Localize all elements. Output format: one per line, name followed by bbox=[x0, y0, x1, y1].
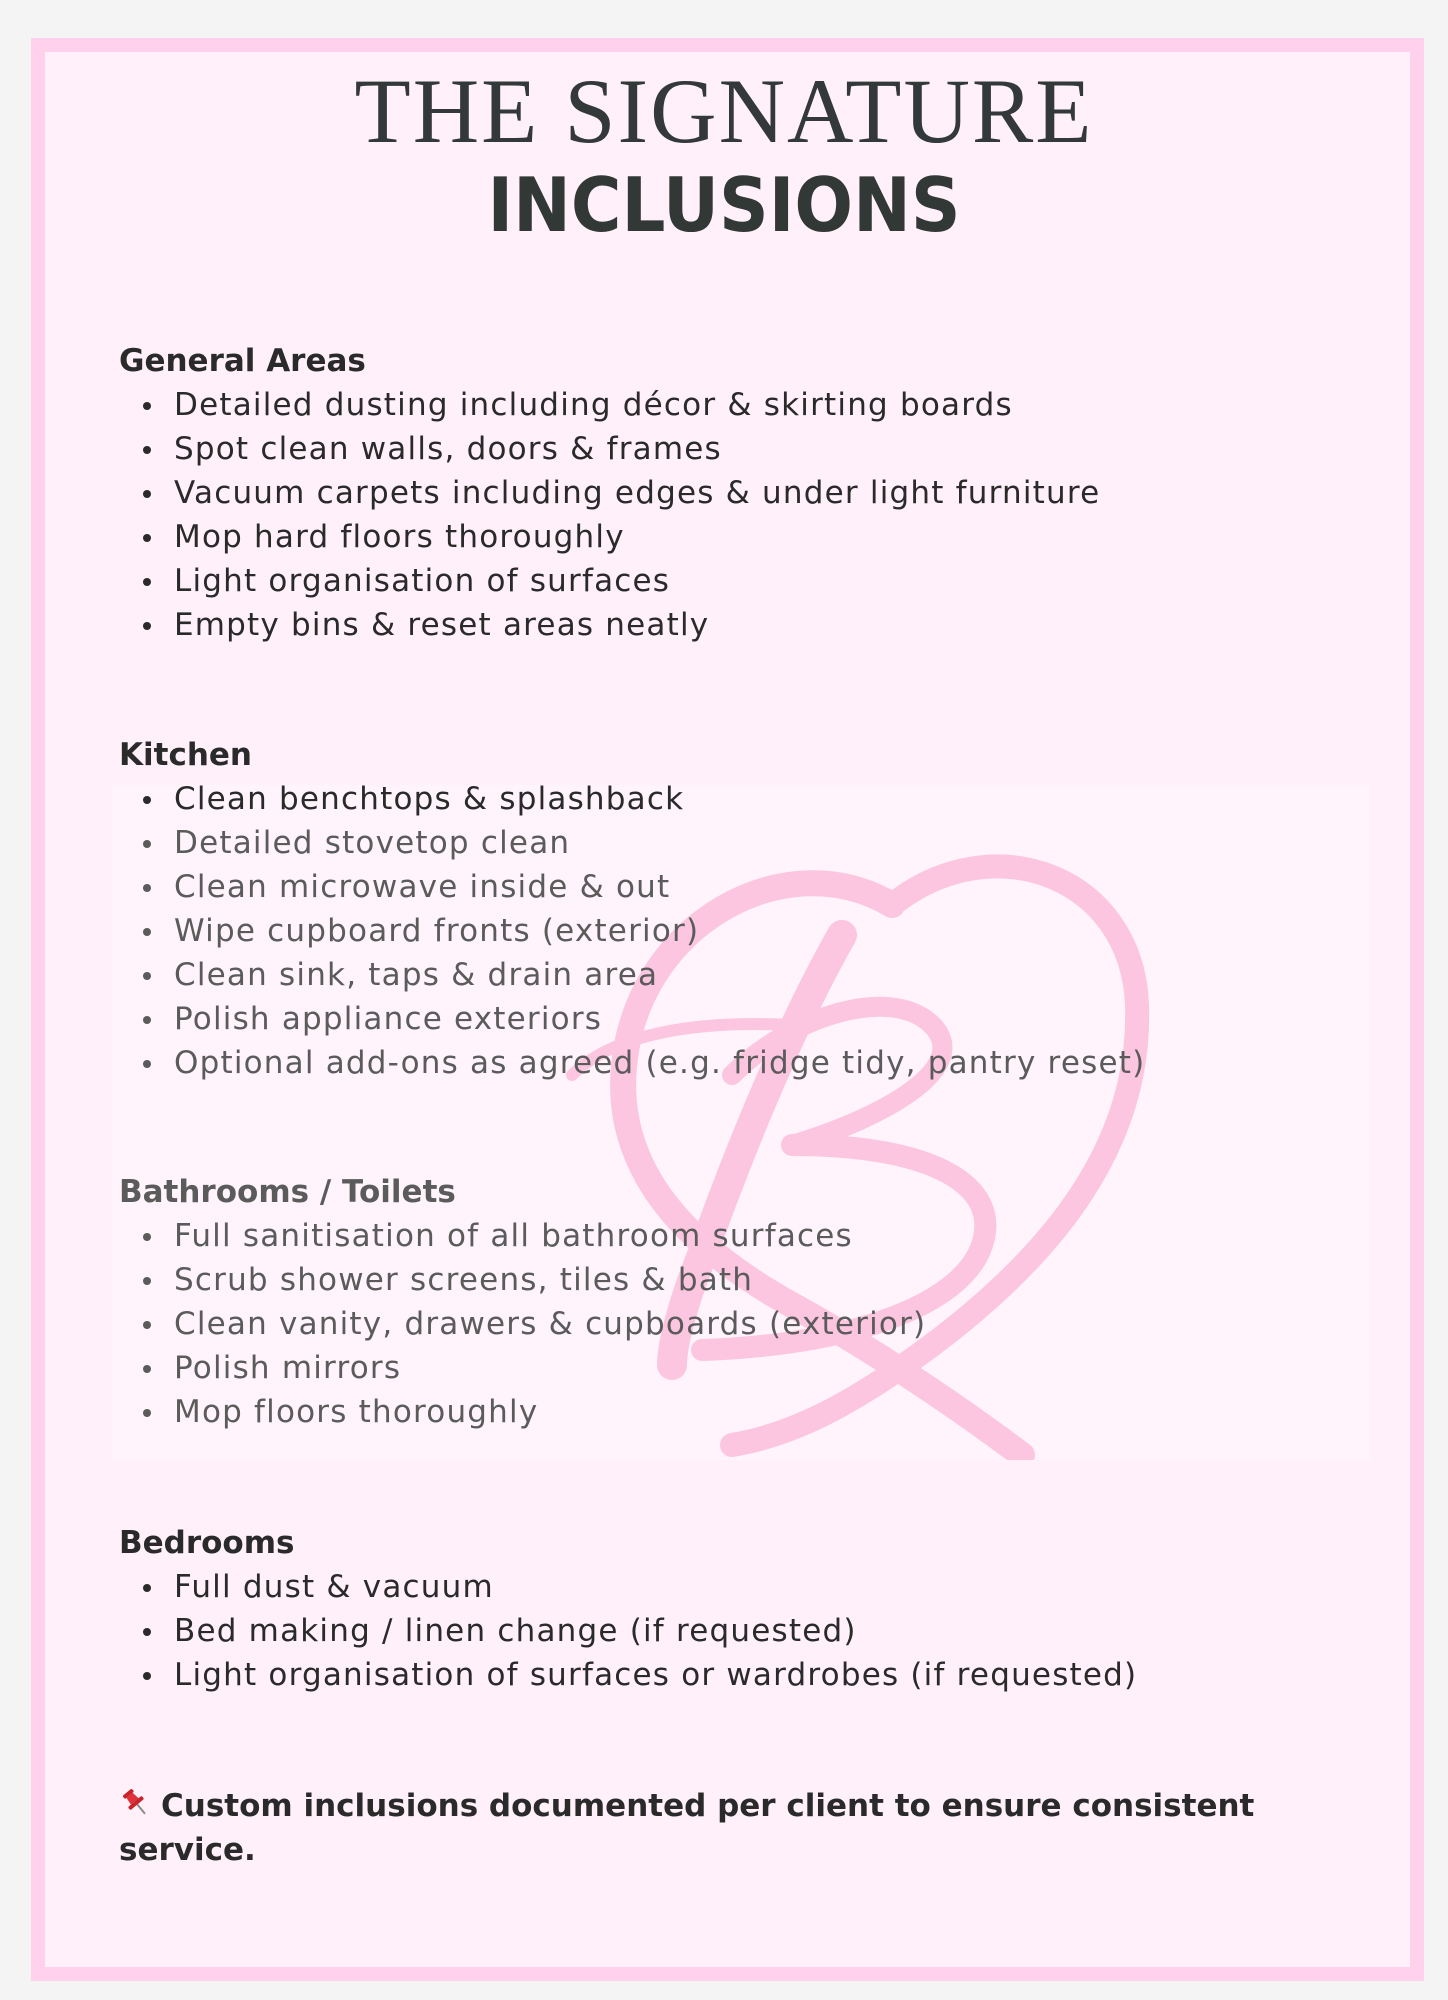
list-item: Full sanitisation of all bathroom surfaces bbox=[119, 1214, 1359, 1258]
list-item: Clean sink, taps & drain area bbox=[119, 953, 1359, 997]
section-bedrooms bbox=[119, 1521, 1359, 1697]
list-item: Empty bins & reset areas neatly bbox=[119, 603, 1359, 647]
list-item: Mop hard floors thoroughly bbox=[119, 515, 1359, 559]
list-item: Optional add-ons as agreed (e.g. fridge tidy, pantry reset) bbox=[119, 1041, 1359, 1085]
section-heading: Bedrooms bbox=[119, 1525, 295, 1561]
list-item: Polish appliance exteriors bbox=[119, 997, 1359, 1041]
footer-note bbox=[119, 1784, 1339, 1872]
inclusion-list bbox=[119, 1565, 1359, 1697]
inclusion-list bbox=[119, 1214, 1359, 1434]
list-item: Clean benchtops & splashback bbox=[119, 777, 1359, 821]
list-item: Detailed stovetop clean bbox=[119, 821, 1359, 865]
pushpin-icon bbox=[119, 1786, 153, 1820]
section-heading: Kitchen bbox=[119, 737, 253, 773]
title-line-1: THE SIGNATURE bbox=[354, 60, 1094, 162]
section-kitchen bbox=[119, 733, 1359, 1085]
list-item: Clean microwave inside & out bbox=[119, 865, 1359, 909]
list-item: Light organisation of surfaces or wardrobes (if requested) bbox=[119, 1653, 1359, 1697]
list-item: Clean vanity, drawers & cupboards (exterior) bbox=[119, 1302, 1359, 1346]
section-heading: General Areas bbox=[119, 343, 366, 379]
list-item: Scrub shower screens, tiles & bath bbox=[119, 1258, 1359, 1302]
section-general-areas bbox=[119, 339, 1359, 647]
inclusion-list bbox=[119, 777, 1359, 1085]
inclusion-list bbox=[119, 383, 1359, 647]
list-item: Detailed dusting including décor & skirting boards bbox=[119, 383, 1359, 427]
list-item: Light organisation of surfaces bbox=[119, 559, 1359, 603]
list-item: Mop floors thoroughly bbox=[119, 1390, 1359, 1434]
list-item: Wipe cupboard fronts (exterior) bbox=[119, 909, 1359, 953]
list-item: Full dust & vacuum bbox=[119, 1565, 1359, 1609]
list-item: Bed making / linen change (if requested) bbox=[119, 1609, 1359, 1653]
list-item: Polish mirrors bbox=[119, 1346, 1359, 1390]
list-item: Vacuum carpets including edges & under light furniture bbox=[119, 471, 1359, 515]
section-heading: Bathrooms / Toilets bbox=[119, 1174, 456, 1210]
footer-note-text: Custom inclusions documented per client to ensure consistent service. bbox=[119, 1788, 1255, 1868]
title-line-2: INCLUSIONS bbox=[487, 161, 961, 249]
section-bathrooms-toilets bbox=[119, 1170, 1359, 1434]
list-item: Spot clean walls, doors & frames bbox=[119, 427, 1359, 471]
